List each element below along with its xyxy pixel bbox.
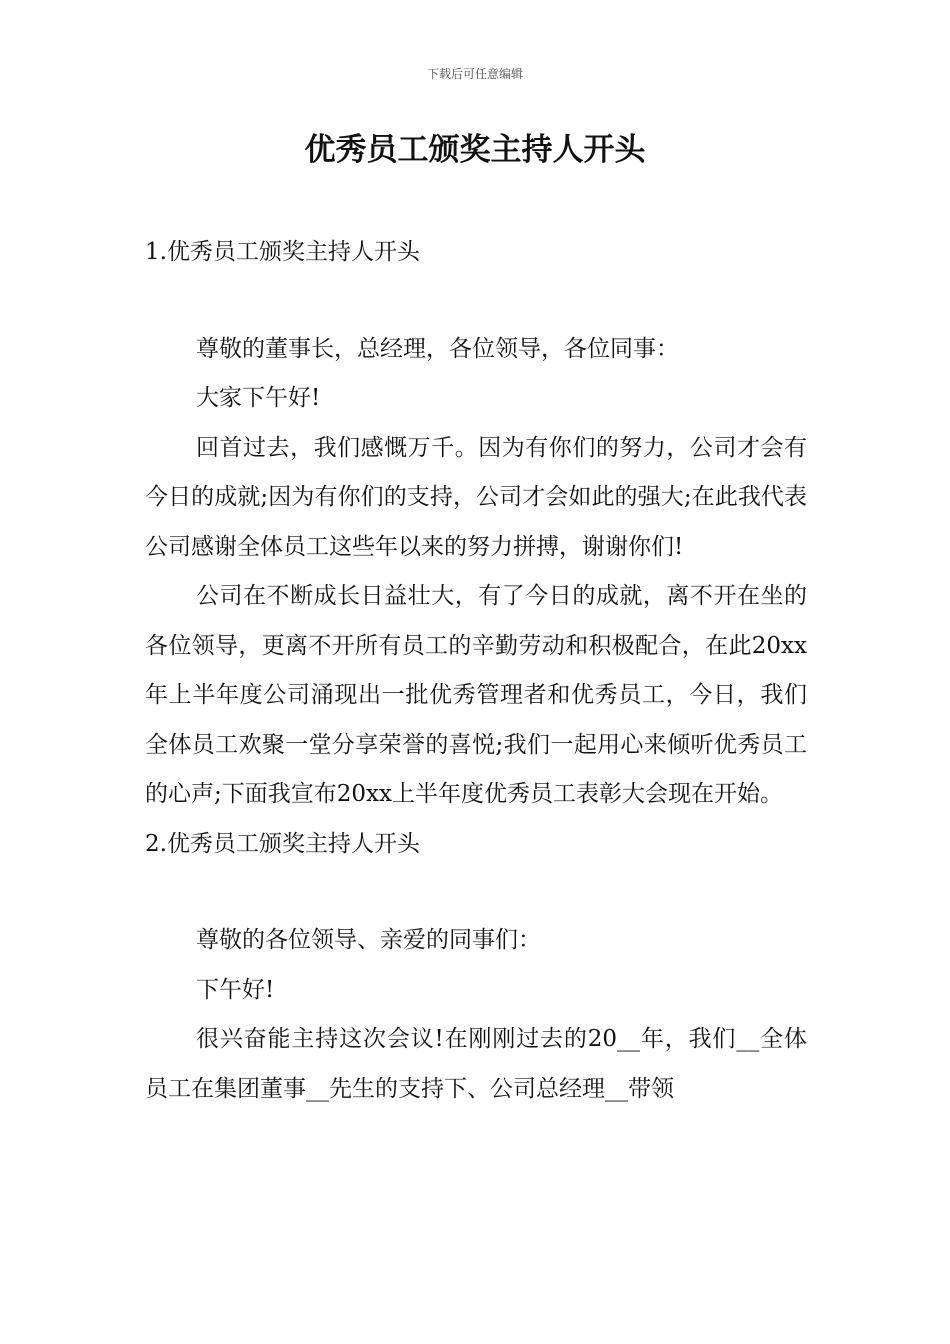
- section-heading: 2.优秀员工颁奖主持人开头: [145, 830, 420, 857]
- paragraph: 回首过去，我们感慨万千。因为有你们的努力，公司才会有今日的成就;因为有你们的支持，公司才会如此的强大;在此我代表公司感谢全体员工这些年以来的努力拼搏，谢谢你们!: [145, 434, 807, 560]
- paragraph: 很兴奋能主持这次会议!在刚刚过去的20__年，我们__全体员工在集团董事__先生的支持下、公司总经理__带领: [145, 1026, 807, 1102]
- header-watermark: 下载后可任意编辑: [426, 67, 523, 81]
- paragraph: 下午好!: [196, 976, 275, 1003]
- spacer: [145, 278, 807, 325]
- paragraph: 公司在不断成长日益壮大，有了今日的成就，离不开在坐的各位领导，更离不开所有员工的辛勤劳动和积极配合，在此20xx年上半年度公司涌现出一批优秀管理者和优秀员工，今日，我们全体员工欢聚一堂分享荣誉的喜悦;我们一起用心来倾听优秀员工的心声;下面我宣布20xx上半年度优秀员工表彰大会现在开始。: [145, 583, 807, 807]
- paragraph: 尊敬的各位领导、亲爱的同事们：: [196, 927, 541, 953]
- spacer: [145, 869, 807, 916]
- document-body: [145, 228, 807, 1114]
- section-heading: 1.优秀员工颁奖主持人开头: [145, 239, 420, 265]
- paragraph: 大家下午好!: [196, 385, 321, 411]
- page-title: 优秀员工颁奖主持人开头: [304, 132, 646, 168]
- paragraph: 尊敬的董事长，总经理，各位领导，各位同事：: [196, 335, 679, 362]
